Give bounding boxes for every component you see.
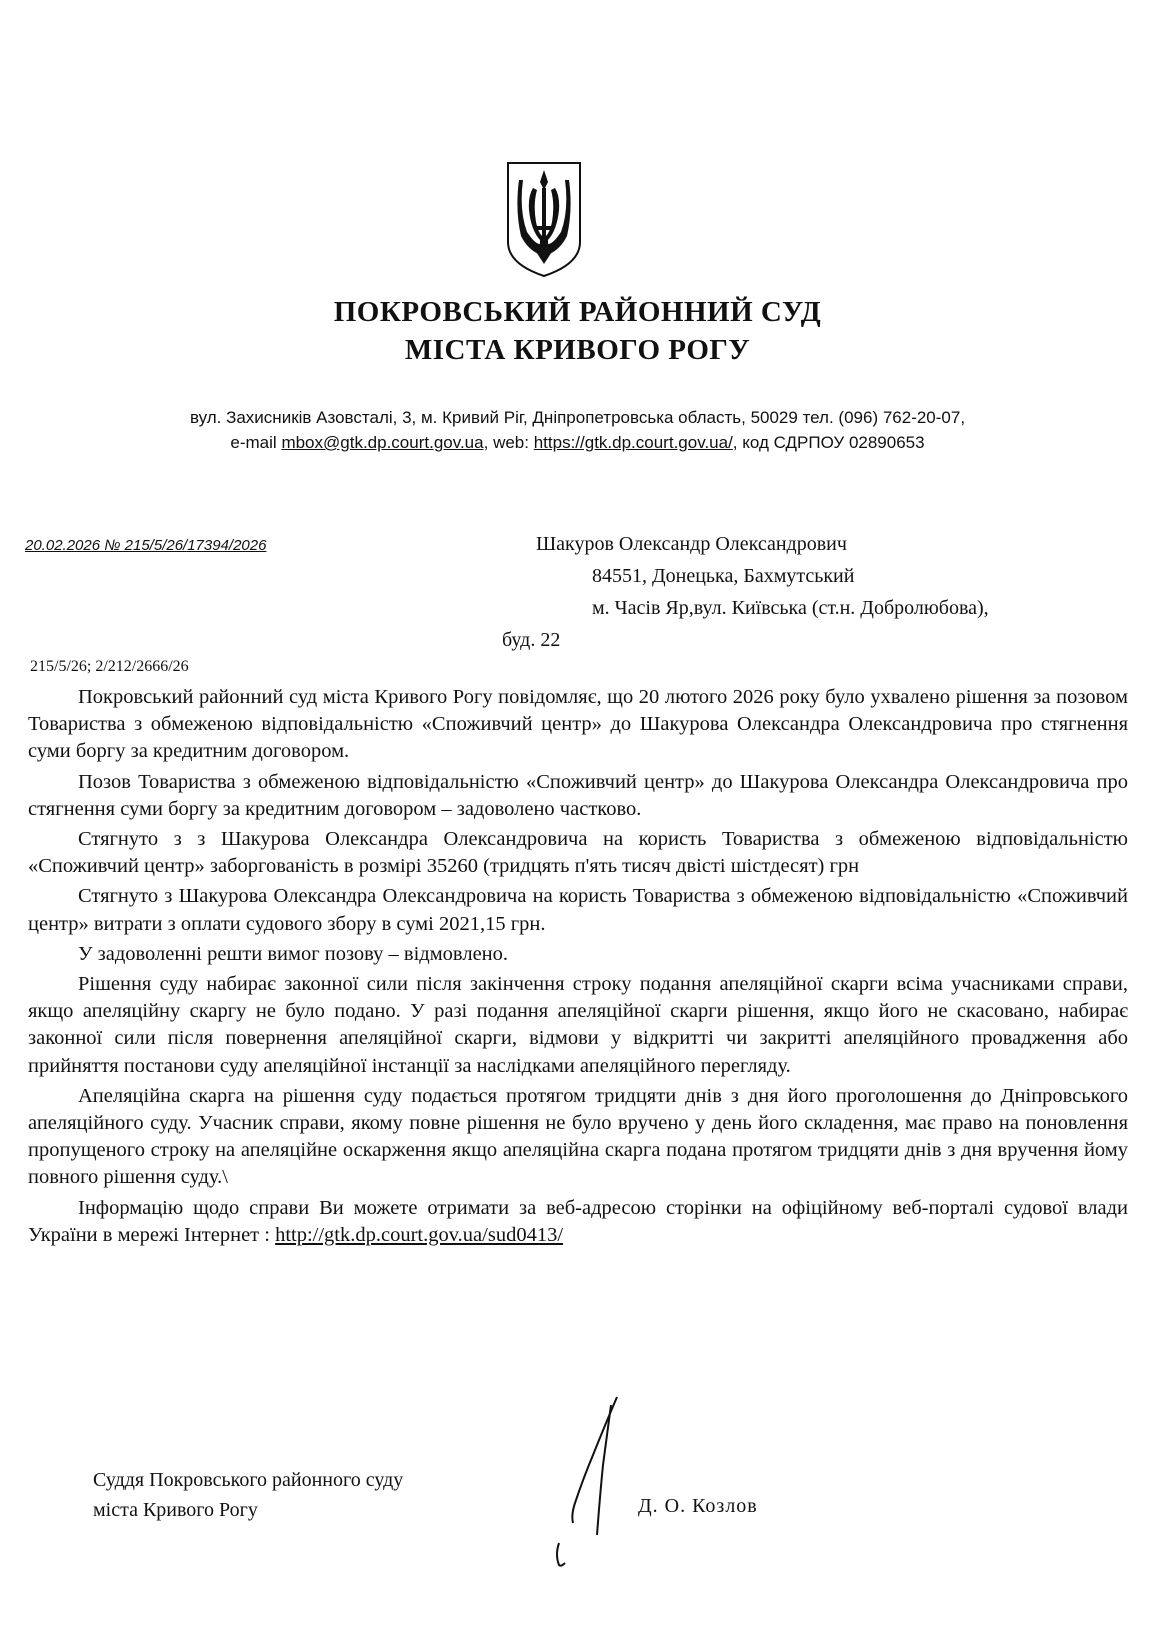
outgoing-date-number: 20.02.2026 № 215/5/26/17394/2026 xyxy=(25,537,267,554)
court-contacts-web: e-mail mbox@gtk.dp.court.gov.ua, web: https://gtk.dp.court.gov.ua/, код СДРПОУ 02890653 xyxy=(230,433,925,452)
paragraph: Покровський районний суд міста Кривого Рогу повідомляє, що 20 лютого 2026 року було ухвалено рішення за позовом Товариства з обмеженою відповідальністю «Споживчий центр» до Шакурова Олександра Олександровича про стягнення суми боргу за кредитним договором. xyxy=(28,686,1128,763)
paragraph-info xyxy=(28,1195,1128,1249)
paragraph: Стягнуто з Шакурова Олександра Олександровича на користь Товариства з обмеженою відповідальністю «Споживчий центр» витрати з оплати судового збору в сумі 2021,15 грн. xyxy=(28,885,1128,935)
website-link[interactable]: https://gtk.dp.court.gov.ua/ xyxy=(533,433,733,452)
case-info-link[interactable]: http://gtk.dp.court.gov.ua/sud0413/ xyxy=(275,1223,564,1246)
paragraph: Стягнуто з з Шакурова Олександра Олександровича на користь Товариства з обмеженою відповідальністю «Споживчий центр» заборгованість в розмірі 35260 (тридцять п'ять тисяч двісті шістдесят) грн xyxy=(28,828,1128,878)
judge-position xyxy=(93,1465,403,1525)
handwritten-signature xyxy=(545,1395,645,1570)
web-label: web: xyxy=(493,433,529,452)
court-contacts-address: вул. Захисників Азовсталі, 3, м. Кривий Ріг, Дніпропетровська область, 50029 тел. (096) 762-20-07, xyxy=(189,408,966,427)
court-name-line-1: ПОКРОВСЬКИЙ РАЙОННИЙ СУД xyxy=(333,296,822,328)
paragraph: Апеляційна скарга на рішення суду подається протягом тридцяти днів з дня його проголошення до Дніпровського апеляційного суду. Учасник справи, якому повне рішення не було вручено у день його складення, має право на поновлення пропущеного строку на апеляційне оскарження якщо апеляційна скарга подана протягом тридцяти днів з дня вручення йому повного рішення суду.\ xyxy=(28,1084,1128,1189)
addressee-address-line-3: буд. 22 xyxy=(502,629,561,651)
judge-position-line-2: міста Кривого Рогу xyxy=(93,1499,258,1521)
email-link[interactable]: mbox@gtk.dp.court.gov.ua xyxy=(281,433,484,452)
info-text: Інформацію щодо справи Ви можете отримати за веб-адресою сторінки на офіційному веб-порталі судової влади України в мережі Інтернет : xyxy=(28,1196,1128,1246)
coat-of-arms-icon xyxy=(505,160,583,278)
judge-position-line-1: Суддя Покровського районного суду xyxy=(93,1469,404,1491)
paragraph: Позов Товариства з обмеженою відповідальністю «Споживчий центр» до Шакурова Олександра Олександровича про стягнення суми боргу за кредитним договором – задоволено частково. xyxy=(28,770,1128,820)
addressee-name: Шакуров Олександр Олександрович xyxy=(536,533,847,555)
addressee-address-line-1: 84551, Донецька, Бахмутський xyxy=(592,565,855,587)
addressee-address-line-2: м. Часів Яр,вул. Київська (ст.н. Добролюбова), xyxy=(592,597,989,619)
edrpou-code: , код СДРПОУ 02890653 xyxy=(732,433,925,452)
email-label: e-mail xyxy=(230,433,277,452)
case-reference: 215/5/26; 2/212/2666/26 xyxy=(30,658,189,675)
court-name-line-2: МІСТА КРИВОГО РОГУ xyxy=(404,334,751,366)
letter-body xyxy=(28,684,1128,1249)
paragraph: У задоволенні решти вимог позову – відмовлено. xyxy=(78,942,509,965)
paragraph: Рішення суду набирає законної сили після закінчення строку подання апеляційної скарги всіма учасниками справи, якщо апеляційну скаргу не було подано. У разі подання апеляційної скарги рішення, якщо його не скасовано, набирає законної сили після повернення апеляційної скарги, відмови у відкритті чи закритті апеляційного провадження або прийняття постанови суду апеляційної інстанції за наслідками апеляційного перегляду. xyxy=(28,973,1128,1077)
judge-name: Д. О. Козлов xyxy=(638,1495,758,1517)
